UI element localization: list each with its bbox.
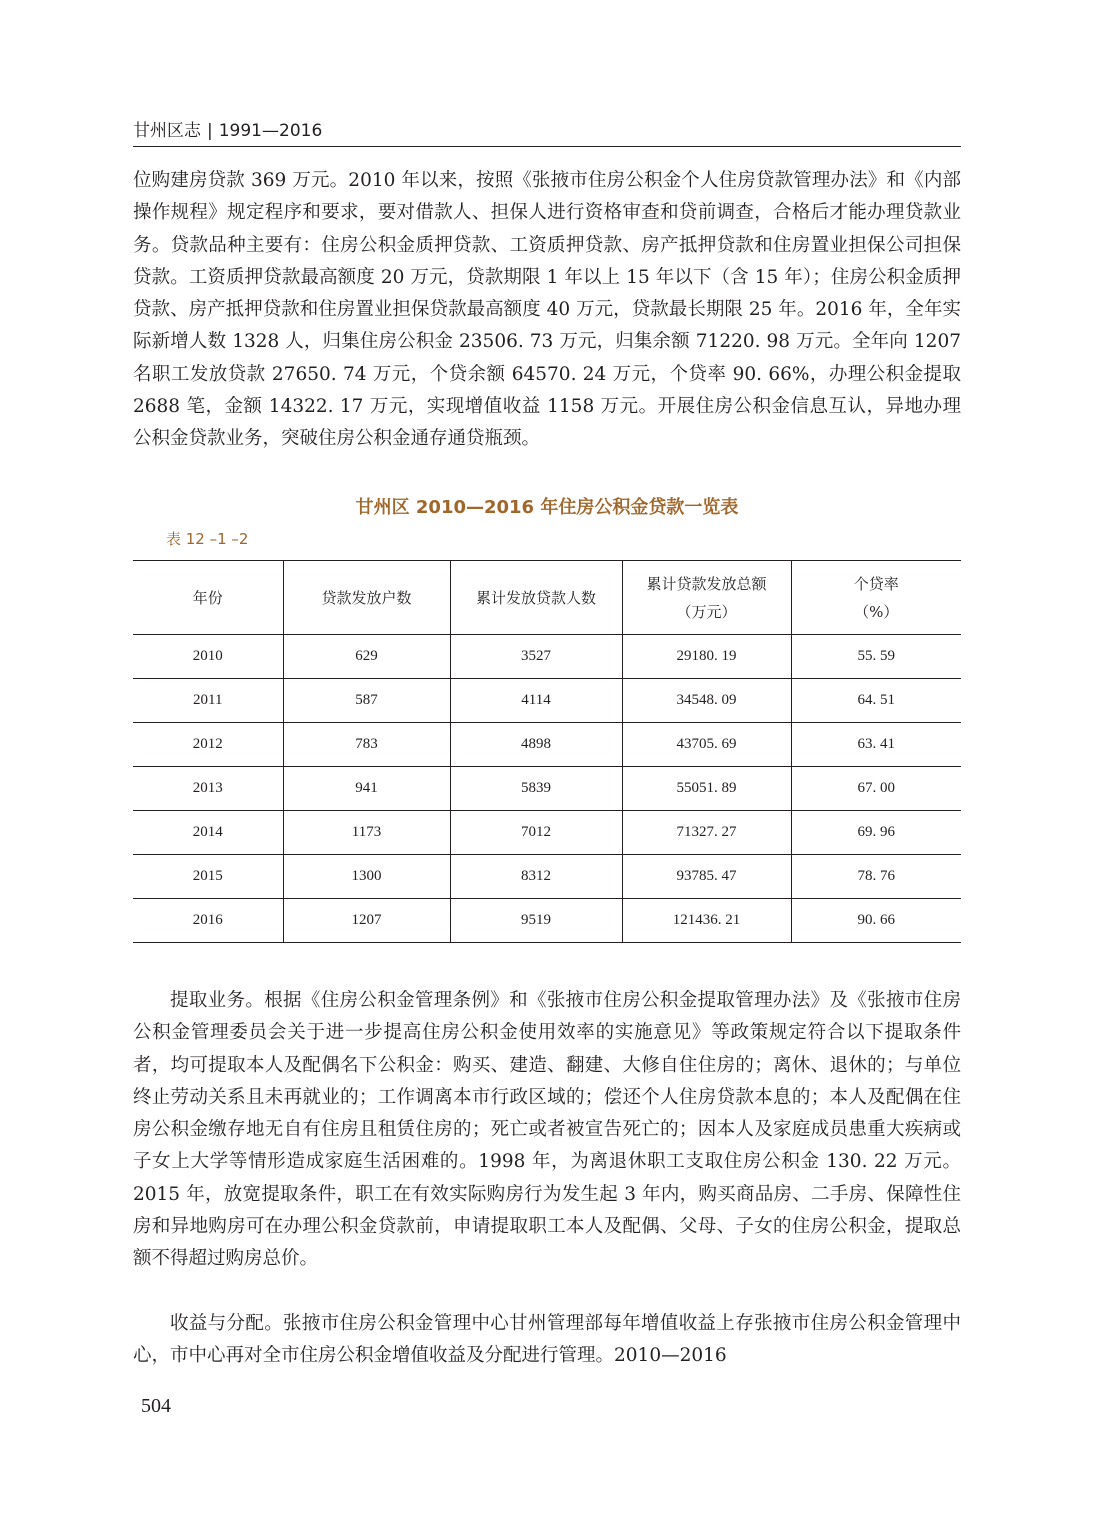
- cell-households: 1207: [283, 899, 450, 943]
- header-years: 1991—2016: [218, 121, 323, 141]
- cell-people: 4114: [450, 679, 622, 723]
- table-row: [133, 767, 961, 811]
- paragraph-loan-business: 位购建房贷款 369 万元。2010 年以来，按照《张掖市住房公积金个人住房贷款管理办法》和《内部操作规程》规定程序和要求，要对借款人、担保人进行资格审查和贷前调查，合格后才能办理贷款业务。贷款品种主要有：住房公积金质押贷款、工资质押贷款、房产抵押贷款和住房置业担保公司担保贷款。工资质押贷款最高额度 20 万元，贷款期限 1 年以上 15 年以下（含 15 年）；住房公积金质押贷款、房产抵押贷款和住房置业担保贷款最高额度 40 万元，贷款最长期限 25 年。2016 年，全年实际新增人数 1328 人，归集住房公积金 23506. 73 万元，归集余额 71220. 98 万元。全年向 1207 名职工发放贷款 27650. 74 万元，个贷余额 64570. 24 万元，个贷率 90. 66%，办理公积金提取 2688 笔，金额 14322. 17 万元，实现增值收益 1158 万元。开展住房公积金信息互认，异地办理公积金贷款业务，突破住房公积金通存通贷瓶颈。: [133, 170, 961, 450]
- paragraph-withdrawal-business: 提取业务。根据《住房公积金管理条例》和《张掖市住房公积金提取管理办法》及《张掖市住房公积金管理委员会关于进一步提高住房公积金使用效率的实施意见》等政策规定符合以下提取条件者，均可提取本人及配偶名下公积金：购买、建造、翻建、大修自住住房的；离休、退休的；与单位终止劳动关系且未再就业的；工作调离本市行政区域的；偿还个人住房贷款本息的；本人及配偶在住房公积金缴存地无自有住房且租赁住房的；死亡或者被宣告死亡的；因本人及家庭成员患重大疾病或子女上大学等情形造成家庭生活困难的。1998 年，为离退休职工支取住房公积金 130. 22 万元。2015 年，放宽提取条件，职工在有效实际购房行为发生起 3 年内，购买商品房、二手房、保障性住房和异地购房可在办理公积金贷款前，申请提取职工本人及配偶、父母、子女的住房公积金，提取总额不得超过购房总价。: [133, 990, 961, 1270]
- cell-amount: 93785. 47: [622, 855, 791, 899]
- cell-people: 4898: [450, 723, 622, 767]
- header-households: 贷款发放户数: [283, 561, 450, 635]
- table-row: [133, 679, 961, 723]
- paragraph-income-distribution: 收益与分配。张掖市住房公积金管理中心甘州管理部每年增值收益上存张掖市住房公积金管理中心，市中心再对全市住房公积金增值收益及分配进行管理。2010—2016: [133, 1313, 961, 1367]
- cell-rate: 69. 96: [791, 811, 961, 855]
- page-number: 504: [141, 1395, 171, 1417]
- cell-amount: 71327. 27: [622, 811, 791, 855]
- cell-households: 783: [283, 723, 450, 767]
- table-header-row: [133, 561, 961, 635]
- cell-households: 629: [283, 635, 450, 679]
- running-header: [133, 118, 961, 147]
- cell-amount: 121436. 21: [622, 899, 791, 943]
- table-row: [133, 723, 961, 767]
- cell-year: 2016: [133, 899, 283, 943]
- table-row: [133, 635, 961, 679]
- cell-people: 7012: [450, 811, 622, 855]
- table-title: 甘州区 2010—2016 年住房公积金贷款一览表: [355, 497, 739, 518]
- header-year: 年份: [133, 561, 283, 635]
- cell-amount: 43705. 69: [622, 723, 791, 767]
- header-cumulative-people: 累计发放贷款人数: [450, 561, 622, 635]
- cell-people: 8312: [450, 855, 622, 899]
- table-row: [133, 899, 961, 943]
- cell-rate: 63. 41: [791, 723, 961, 767]
- cell-amount: 34548. 09: [622, 679, 791, 723]
- cell-people: 5839: [450, 767, 622, 811]
- cell-rate: 78. 76: [791, 855, 961, 899]
- cell-people: 9519: [450, 899, 622, 943]
- table-number: 表 12 –1 –2: [166, 530, 249, 548]
- cell-rate: 55. 59: [791, 635, 961, 679]
- cell-year: 2015: [133, 855, 283, 899]
- cell-year: 2014: [133, 811, 283, 855]
- cell-year: 2010: [133, 635, 283, 679]
- cell-people: 3527: [450, 635, 622, 679]
- header-rate: 个贷率 （%）: [791, 561, 961, 635]
- book-title: 甘州区志: [133, 121, 201, 141]
- cell-rate: 90. 66: [791, 899, 961, 943]
- cell-households: 941: [283, 767, 450, 811]
- cell-year: 2013: [133, 767, 283, 811]
- cell-year: 2012: [133, 723, 283, 767]
- cell-households: 587: [283, 679, 450, 723]
- cell-rate: 67. 00: [791, 767, 961, 811]
- cell-rate: 64. 51: [791, 679, 961, 723]
- loan-table: [133, 560, 961, 943]
- table-row: [133, 855, 961, 899]
- header-separator: |: [207, 121, 213, 141]
- cell-amount: 29180. 19: [622, 635, 791, 679]
- cell-households: 1300: [283, 855, 450, 899]
- cell-year: 2011: [133, 679, 283, 723]
- cell-amount: 55051. 89: [622, 767, 791, 811]
- cell-households: 1173: [283, 811, 450, 855]
- header-total-amount: 累计贷款发放总额 （万元）: [622, 561, 791, 635]
- table-row: [133, 811, 961, 855]
